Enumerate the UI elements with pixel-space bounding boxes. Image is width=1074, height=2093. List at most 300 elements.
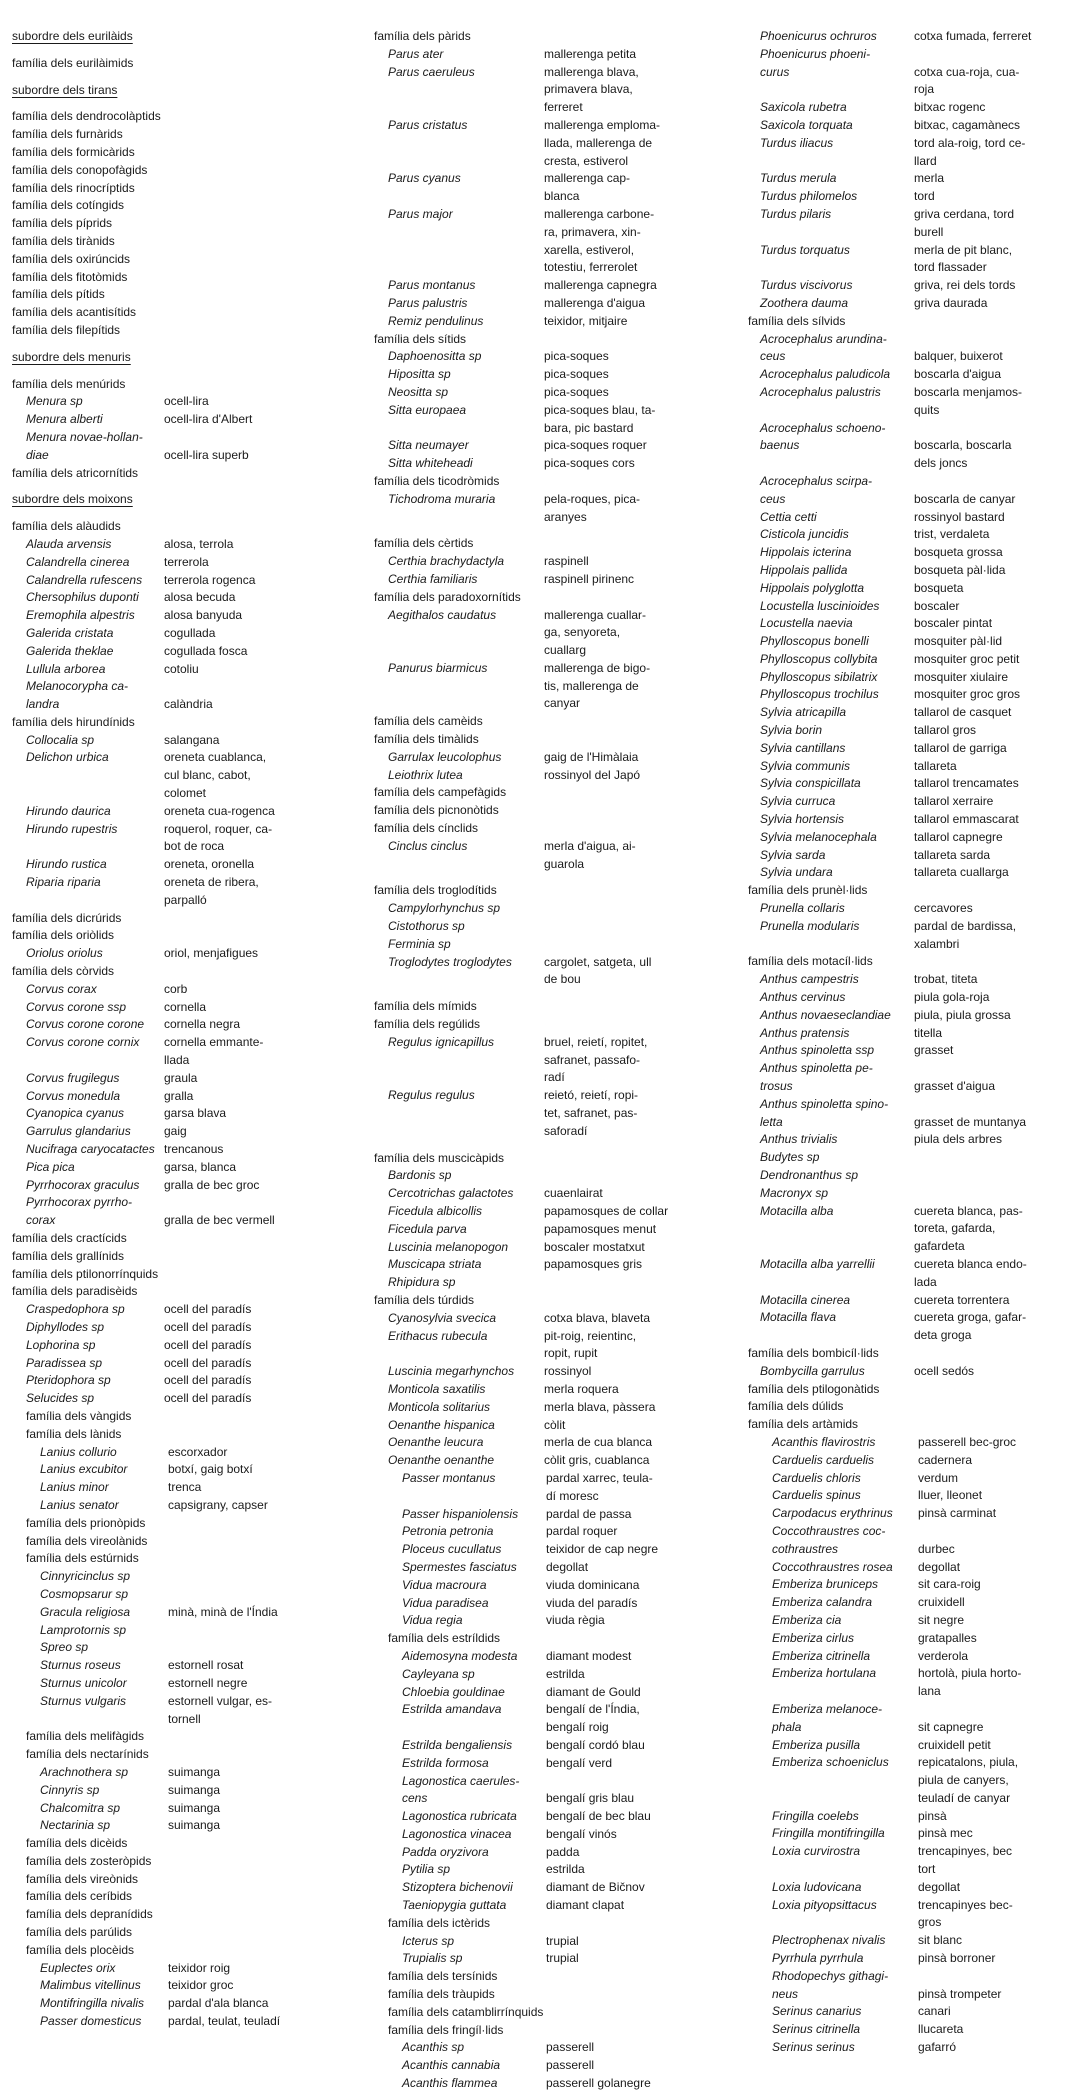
family-heading: família dels lànids — [26, 1426, 122, 1441]
species-entry — [12, 1995, 367, 2013]
common-name: mallerenga cuallar- ga, senyoreta, cuallarg — [544, 607, 647, 658]
species-entry — [748, 1309, 1068, 1345]
common-name: teixidor de cap negre — [546, 1542, 659, 1557]
species-entry — [12, 1977, 367, 1995]
species-entry — [748, 1950, 1068, 1968]
common-name: raspinell — [544, 554, 589, 569]
scientific-name: Dendronanthus sp — [760, 1168, 859, 1182]
common-name: mallerenga petita — [544, 46, 637, 61]
scientific-name: Parus cyanus — [388, 171, 461, 186]
spacer — [374, 1141, 734, 1150]
common-name — [168, 1568, 367, 1586]
common-name: cuereta blanca, pas- toreta, gafarda, gafardeta — [914, 1203, 1023, 1254]
species-entry — [374, 749, 734, 767]
common-name: mallerenga cap- blanca — [544, 171, 631, 204]
family-heading: família dels píprids — [12, 216, 113, 231]
scientific-name: Lamprotornis sp — [40, 1622, 127, 1637]
scientific-name: Calandrella rufescens — [26, 572, 143, 587]
common-name: tallarol emmascarat — [914, 812, 1019, 827]
species-entry — [12, 1444, 367, 1462]
common-name: sit blanc — [918, 1933, 963, 1948]
scientific-name: Vidua paradisea — [402, 1595, 489, 1610]
species-entry — [12, 1301, 367, 1319]
scientific-name: Carduelis carduelis — [772, 1452, 875, 1467]
scientific-name: Emberiza pusilla — [772, 1737, 861, 1752]
species-entry — [374, 1595, 734, 1613]
family-heading: família dels paradisèids — [12, 1284, 138, 1299]
species-entry — [748, 277, 1068, 295]
common-name — [914, 1185, 1068, 1203]
species-entry — [374, 1399, 734, 1417]
scientific-name: Sylvia communis — [760, 758, 851, 773]
scientific-name: Phoenicurus phoeni- curus — [760, 46, 871, 79]
common-name: ocell del paradís — [164, 1355, 252, 1370]
common-name: sit capnegre — [918, 1719, 984, 1734]
species-entry — [374, 900, 734, 918]
common-name — [544, 918, 734, 936]
species-entry — [374, 384, 734, 402]
family-heading: família dels paradoxornítids — [374, 589, 521, 604]
species-entry — [374, 1523, 734, 1541]
scientific-name: Spreo sp — [40, 1640, 89, 1655]
family-heading: família dels mímids — [374, 999, 477, 1014]
common-name: tord ala-roig, tord ce- llard — [914, 135, 1026, 168]
species-entry — [374, 1808, 734, 1826]
common-name: pardal de bardissa, xalambri — [914, 918, 1017, 951]
species-entry — [374, 1755, 734, 1773]
species-entry — [12, 643, 367, 661]
scientific-name: Neositta sp — [388, 384, 449, 399]
scientific-name: Cyanopica cyanus — [26, 1106, 125, 1121]
scientific-name: Corvus corone cornix — [26, 1035, 140, 1050]
species-entry — [12, 1016, 367, 1034]
scientific-name: Garrulus glandarius — [26, 1124, 131, 1139]
species-entry — [748, 971, 1068, 989]
scientific-name: Trupialis sp — [402, 1951, 463, 1966]
common-name: mallerenga carbone- ra, primavera, xin- xarella, estiverol, totestiu, ferrerolet — [544, 206, 655, 275]
scientific-name: Sylvia borin — [760, 723, 823, 738]
common-name: cogullada fosca — [164, 643, 248, 658]
scientific-name: Parus ater — [388, 46, 444, 61]
common-name: piula gola-roja — [914, 990, 990, 1005]
species-entry — [748, 615, 1068, 633]
common-name: teixidor, mitjaire — [544, 313, 628, 328]
scientific-name: Carduelis spinus — [772, 1488, 861, 1503]
common-name: piula dels arbres — [914, 1132, 1003, 1147]
scientific-name: Cistothorus sp — [388, 919, 465, 934]
scientific-name: Locustella luscinioides — [760, 598, 880, 613]
scientific-name: Calandrella cinerea — [26, 554, 130, 569]
common-name: pardal roquer — [546, 1524, 618, 1539]
scientific-name: Selucides sp — [26, 1391, 95, 1406]
scientific-name: Malimbus vitellinus — [40, 1978, 141, 1993]
common-name: degollat — [546, 1559, 589, 1574]
family-heading: família dels vireolànids — [26, 1533, 148, 1548]
species-entry — [748, 793, 1068, 811]
common-name: pica-soques roquer — [544, 438, 647, 453]
species-entry — [12, 1497, 367, 1515]
family-heading: família dels ticodròmids — [374, 473, 500, 488]
species-entry — [12, 572, 367, 590]
common-name: griva cerdana, tord burell — [914, 206, 1015, 239]
species-entry — [748, 1292, 1068, 1310]
family-heading: família dels dúlids — [748, 1399, 844, 1414]
common-name: rossinyol del Japó — [544, 767, 641, 782]
common-name: trupial — [546, 1951, 579, 1966]
family-heading: família dels nectarínids — [26, 1747, 149, 1762]
species-entry — [748, 580, 1068, 598]
column-3 — [748, 28, 1068, 2057]
family-heading: família dels bombicíl·lids — [748, 1345, 879, 1360]
common-name: bengalí de bec blau — [546, 1809, 651, 1824]
family-heading: família dels pàrids — [374, 29, 471, 43]
common-name: passerell — [546, 2040, 595, 2055]
scientific-name: Sturnus unicolor — [40, 1675, 127, 1690]
scientific-name: Euplectes orix — [40, 1960, 116, 1975]
species-entry — [748, 1523, 1068, 1559]
scientific-name: Cosmopsarur sp — [40, 1586, 129, 1601]
species-entry — [374, 1737, 734, 1755]
family-heading: família dels melifàgids — [26, 1729, 145, 1744]
species-entry — [748, 598, 1068, 616]
common-name: botxí, gaig botxí — [168, 1462, 253, 1477]
common-name: cogullada — [164, 625, 216, 640]
scientific-name: Remiz pendulinus — [388, 313, 484, 328]
common-name: canari — [918, 2004, 951, 2019]
common-name: cotxa blava, blaveta — [544, 1310, 651, 1325]
common-name: balquer, buixerot — [914, 349, 1003, 364]
common-name: mosquiter groc petit — [914, 651, 1020, 666]
common-name: hortolà, piula horto- lana — [918, 1666, 1022, 1699]
common-name: trenca — [168, 1480, 202, 1495]
scientific-name: Bardonis sp — [388, 1168, 452, 1183]
common-name: griva, rei dels tords — [914, 278, 1016, 293]
species-entry — [12, 874, 367, 910]
common-name: trupial — [546, 1933, 579, 1948]
species-entry — [12, 1817, 367, 1835]
species-entry — [748, 1025, 1068, 1043]
common-name: bosqueta grossa — [914, 545, 1003, 560]
species-entry — [748, 1630, 1068, 1648]
species-entry — [374, 1506, 734, 1524]
common-name: viuda del paradís — [546, 1595, 638, 1610]
scientific-name: Montifringilla nivalis — [40, 1996, 145, 2011]
species-entry — [12, 536, 367, 554]
common-name: gratapalles — [918, 1630, 977, 1645]
species-entry — [12, 1622, 367, 1640]
scientific-name: Daphoenositta sp — [388, 349, 482, 364]
species-entry — [374, 64, 734, 117]
scientific-name: Acanthis sp — [402, 2040, 465, 2055]
species-entry — [12, 803, 367, 821]
species-entry — [748, 669, 1068, 687]
common-name: boscarla de canyar — [914, 491, 1016, 506]
common-name: roquerol, roquer, ca- bot de roca — [164, 821, 273, 854]
common-name: còlit gris, cuablanca — [544, 1453, 650, 1468]
species-entry — [748, 366, 1068, 384]
scientific-name: Cinclus cinclus — [388, 838, 468, 853]
common-name — [544, 1167, 734, 1185]
suborder-heading: subordre dels menuris — [12, 349, 131, 364]
common-name: bengalí gris blau — [546, 1791, 635, 1806]
species-entry — [748, 1594, 1068, 1612]
scientific-name: Phylloscopus trochilus — [760, 687, 879, 702]
scientific-name: Lagonostica caerules- cens — [402, 1773, 520, 1806]
species-entry — [12, 625, 367, 643]
species-entry — [748, 1042, 1068, 1060]
scientific-name: Bombycilla garrulus — [760, 1363, 865, 1378]
common-name: ocell-lira — [164, 394, 209, 409]
common-name: mallerenga emploma- llada, mallerenga de cresta, estiverol — [544, 117, 661, 168]
scientific-name: Hirundo rupestris — [26, 821, 118, 836]
family-heading: família dels tersínids — [388, 1969, 498, 1984]
species-entry — [748, 651, 1068, 669]
species-entry — [374, 767, 734, 785]
common-name: suimanga — [168, 1764, 221, 1779]
species-entry — [374, 313, 734, 331]
species-entry — [12, 1800, 367, 1818]
scientific-name: Phylloscopus collybita — [760, 651, 878, 666]
species-entry — [748, 46, 1068, 99]
species-entry — [374, 1826, 734, 1844]
scientific-name: Prunella collaris — [760, 901, 845, 916]
species-entry — [748, 1576, 1068, 1594]
suborder-heading: subordre dels tirans — [12, 82, 118, 97]
family-heading: família dels dendrocolàptids — [12, 109, 161, 124]
family-heading: família dels cèrtids — [374, 536, 474, 551]
scientific-name: Nectarinia sp — [40, 1818, 111, 1833]
species-entry — [748, 1470, 1068, 1488]
species-entry — [374, 277, 734, 295]
family-heading: família dels muscicàpids — [374, 1150, 505, 1165]
scientific-name: Serinus serinus — [772, 2040, 855, 2055]
scientific-name: Vidua macroura — [402, 1577, 487, 1592]
scientific-name: Turdus viscivorus — [760, 278, 853, 293]
species-entry — [374, 117, 734, 170]
common-name: oriol, menjafigues — [164, 946, 259, 961]
species-entry — [12, 999, 367, 1017]
scientific-name: Turdus iliacus — [760, 135, 834, 150]
scientific-name: Emberiza cirlus — [772, 1630, 855, 1645]
common-name: oreneta cuablanca, cul blanc, cabot, colomet — [164, 750, 267, 801]
scientific-name: Passer montanus — [402, 1470, 496, 1485]
common-name: cotoliu — [164, 661, 199, 676]
species-entry — [374, 1221, 734, 1239]
common-name: trencapinyes, bec tort — [918, 1844, 1013, 1877]
scientific-name: Parus palustris — [388, 295, 468, 310]
scientific-name: Prunella modularis — [760, 918, 860, 933]
species-entry — [748, 509, 1068, 527]
common-name: merla blava, pàssera — [544, 1399, 656, 1414]
species-entry — [12, 821, 367, 857]
species-entry — [748, 420, 1068, 473]
species-entry — [374, 455, 734, 473]
common-name: trencapinyes bec- gros — [918, 1897, 1013, 1930]
species-entry — [374, 1363, 734, 1381]
scientific-name: Stizoptera bichenovii — [402, 1880, 513, 1895]
common-name: boscarla d'aigua — [914, 367, 1002, 382]
scientific-name: Anthus novaeseclandiae — [760, 1007, 891, 1022]
common-name: tallarol gros — [914, 723, 977, 738]
scientific-name: Lagonostica vinacea — [402, 1826, 512, 1841]
species-entry — [748, 473, 1068, 509]
species-entry — [12, 411, 367, 429]
species-entry — [374, 1310, 734, 1328]
species-entry — [748, 1505, 1068, 1523]
scientific-name: Motacilla alba yarrellii — [760, 1256, 875, 1271]
spacer — [374, 989, 734, 998]
species-entry — [374, 1087, 734, 1140]
suborder-heading: subordre dels eurilàids — [12, 29, 133, 43]
scientific-name: Sitta whiteheadi — [388, 456, 473, 471]
species-entry — [12, 2013, 367, 2031]
species-entry — [374, 1666, 734, 1684]
species-entry — [748, 1843, 1068, 1879]
common-name: pinsà borroner — [918, 1951, 996, 1966]
scientific-name: Motacilla alba — [760, 1203, 834, 1218]
family-heading: família dels camèids — [374, 714, 483, 729]
scientific-name: Petronia petronia — [402, 1524, 494, 1539]
common-name — [914, 1149, 1068, 1167]
common-name: oreneta, oronella — [164, 857, 255, 872]
family-heading: família dels vireònids — [26, 1871, 139, 1886]
species-entry — [748, 295, 1068, 313]
family-heading: família dels hirundínids — [12, 714, 135, 729]
species-entry — [374, 1773, 734, 1809]
species-entry — [374, 1541, 734, 1559]
scientific-name: Corvus frugilegus — [26, 1070, 120, 1085]
species-entry — [748, 206, 1068, 242]
common-name — [914, 1167, 1068, 1185]
scientific-name: Hippolais pallida — [760, 562, 848, 577]
common-name: ocell del paradís — [164, 1302, 252, 1317]
species-entry — [12, 589, 367, 607]
species-entry — [748, 2039, 1068, 2057]
common-name: merla roquera — [544, 1381, 619, 1396]
scientific-name: Chalcomitra sp — [40, 1800, 121, 1815]
scientific-name: Parus caeruleus — [388, 64, 475, 79]
common-name: pica-soques — [544, 349, 609, 364]
common-name — [544, 936, 734, 954]
scientific-name: Saxicola rubetra — [760, 100, 847, 115]
species-entry — [748, 544, 1068, 562]
species-entry — [12, 607, 367, 625]
scientific-name: Cyanosylvia svecica — [388, 1310, 497, 1325]
scientific-name: Locustella naevia — [760, 616, 853, 631]
scientific-name: Phylloscopus sibilatrix — [760, 669, 878, 684]
species-entry — [374, 491, 734, 527]
scientific-name: Aidemosyna modesta — [402, 1648, 518, 1663]
family-heading: família dels ceríbids — [26, 1889, 133, 1904]
common-name: estrilda — [546, 1666, 585, 1681]
column-1 — [12, 28, 367, 2031]
common-name: cercavores — [914, 901, 973, 916]
common-name: tallarol xerraire — [914, 794, 994, 809]
scientific-name: Melanocorypha ca- landra — [26, 679, 129, 712]
species-entry — [374, 1470, 734, 1506]
scientific-name: Cettia cetti — [760, 509, 817, 524]
common-name: boscarla menjamos- quits — [914, 384, 1023, 417]
species-entry — [374, 2057, 734, 2075]
species-entry — [748, 526, 1068, 544]
common-name: pica-soques — [544, 367, 609, 382]
species-entry — [748, 384, 1068, 420]
species-entry — [12, 1034, 367, 1070]
scientific-name: Leiothrix lutea — [388, 767, 463, 782]
species-entry — [748, 1648, 1068, 1666]
scientific-name: Anthus spinoletta pe- trosus — [760, 1061, 873, 1094]
scientific-name: Garrulax leucolophus — [388, 749, 502, 764]
common-name: mallerenga de bigo- tis, mallerenga de canyar — [544, 660, 651, 711]
scientific-name: Carpodacus erythrinus — [772, 1506, 893, 1521]
scientific-name: Certhia familiaris — [388, 571, 478, 586]
species-entry — [374, 918, 734, 936]
common-name: durbec — [918, 1541, 955, 1556]
species-entry — [374, 1844, 734, 1862]
column-2 — [374, 28, 734, 2093]
common-name: grasset — [914, 1043, 954, 1058]
family-heading: família dels dicèids — [26, 1836, 128, 1851]
common-name: cadernera — [918, 1452, 973, 1467]
family-heading: família dels estríldids — [388, 1631, 501, 1646]
family-heading: família dels catamblirrínquids — [388, 2004, 544, 2019]
common-name: merla de pit blanc, tord flassader — [914, 242, 1013, 275]
scientific-name: Aegithalos caudatus — [388, 607, 497, 622]
common-name: tallarol capnegre — [914, 829, 1003, 844]
common-name: merla — [914, 171, 945, 186]
scientific-name: Paradissea sp — [26, 1355, 103, 1370]
scientific-name: Oenanthe leucura — [388, 1435, 484, 1450]
scientific-name: Cinnyricinclus sp — [40, 1569, 131, 1584]
species-entry — [12, 554, 367, 572]
common-name: mallerenga capnegra — [544, 278, 657, 293]
common-name: sit cara-roig — [918, 1577, 981, 1592]
scientific-name: Pyrrhocorax pyrrho- corax — [26, 1195, 133, 1228]
species-entry — [748, 811, 1068, 829]
family-heading: família dels cotíngids — [12, 198, 125, 213]
common-name: calàndria — [164, 697, 213, 712]
scientific-name: Turdus pilaris — [760, 206, 832, 221]
species-entry — [12, 1372, 367, 1390]
family-heading: família dels regúlids — [374, 1017, 481, 1032]
species-entry — [374, 1167, 734, 1185]
species-entry — [374, 1612, 734, 1630]
family-heading: família dels zosteròpids — [26, 1853, 152, 1868]
common-name: ocell del paradís — [164, 1391, 252, 1406]
common-name: diamant clapat — [546, 1898, 625, 1913]
family-heading: família dels parúlids — [26, 1925, 133, 1940]
common-name: pinsà — [918, 1808, 947, 1823]
species-entry — [374, 1034, 734, 1087]
species-entry — [748, 28, 1068, 46]
scientific-name: Pytilia sp — [402, 1862, 451, 1877]
common-name: diamant modest — [546, 1648, 632, 1663]
family-heading: família dels tirànids — [12, 233, 115, 248]
species-entry — [374, 1950, 734, 1968]
scientific-name: Arachnothera sp — [40, 1764, 129, 1779]
scientific-name: Zoothera dauma — [760, 295, 849, 310]
scientific-name: Cinnyris sp — [40, 1782, 100, 1797]
common-name: gafarró — [918, 2040, 957, 2055]
scientific-name: Anthus campestris — [760, 972, 859, 987]
scientific-name: Monticola solitarius — [388, 1399, 491, 1414]
common-name: gaig — [164, 1124, 187, 1139]
common-name: degollat — [918, 1559, 961, 1574]
species-entry — [12, 732, 367, 750]
scientific-name: Menura novae-hollan- diae — [26, 429, 143, 462]
common-name: bosqueta pàl·lida — [914, 562, 1006, 577]
common-name: sit negre — [918, 1612, 965, 1627]
